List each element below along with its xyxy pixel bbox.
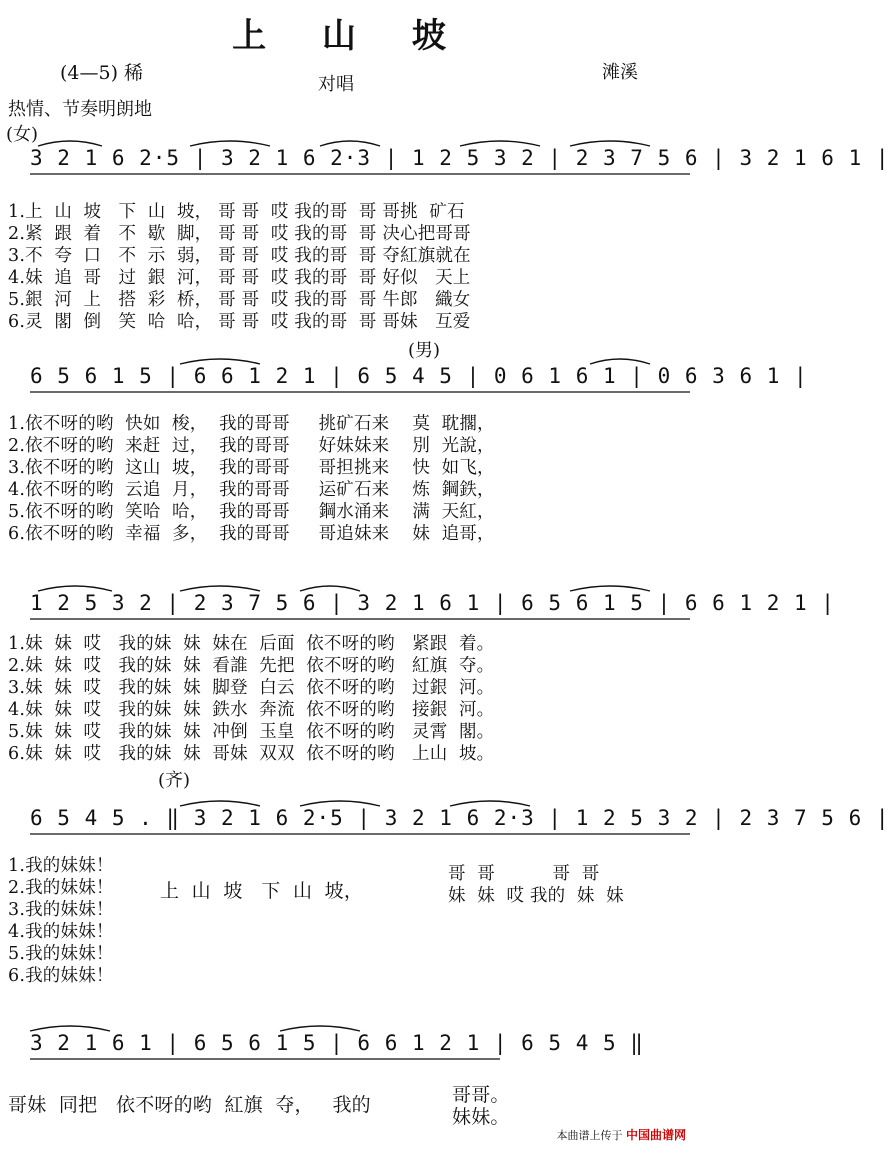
notation-line-1: 3 2 1 6 2·5 | 3 2 1 6 2·3 | 1 2 5 3 2 | 2 3 7 5 6 | 3 2 1 6 1 | (30, 146, 890, 170)
staff-system-2 (30, 358, 808, 398)
lyric-line: 3.我的妹妹！ (8, 900, 114, 920)
lyric-line: 4.我的妹妹！ (8, 922, 114, 942)
lyric-line: 1.我的妹妹！ (8, 856, 114, 876)
lyric-line: 6.依不呀的哟 幸福 多， 我的哥哥 哥追妹来 妹 追哥， (8, 524, 495, 544)
lyric-line: 4.妹 妹 哎 我的妹 妹 鉄水 奔流 依不呀的哟 接銀 河。 (8, 700, 495, 720)
lyric-line: 6.妹 妹 哎 我的妹 妹 哥妹 双双 依不呀的哟 上山 坡。 (8, 744, 495, 764)
notation-line-3: 1 2 5 3 2 | 2 3 7 5 6 | 3 2 1 6 1 | 6 5 6 1 5 | 6 6 1 2 1 | (30, 591, 835, 615)
lyric-line: 2.我的妹妹！ (8, 878, 114, 898)
lyric-ending-top: 哥哥。 (452, 1084, 510, 1106)
upload-text: 本曲谱上传于 (556, 1129, 623, 1142)
site-logo: 中国曲谱网 (625, 1128, 686, 1142)
staff-system-4 (30, 800, 890, 840)
lyric-line: 2.妹 妹 哎 我的妹 妹 看誰 先把 依不呀的哟 紅旗 夺。 (8, 656, 495, 676)
lyric-line: 5.依不呀的哟 笑哈 哈， 我的哥哥 鋼水涌来 满 天紅， (8, 502, 495, 522)
lyric-line: 哥妹 同把 依不呀的哟 紅旗 夺， 我的 (8, 1094, 371, 1116)
lyric-line: 1.上 山 坡 下 山 坡， 哥 哥 哎 我的哥 哥 哥挑 矿石 (8, 202, 465, 222)
lyric-line: 2.依不呀的哟 来赶 过， 我的哥哥 好妹妹来 別 光說， (8, 436, 495, 456)
lyric-line: 5.我的妹妹！ (8, 944, 114, 964)
key-signature: (4—5) 稀 (60, 62, 144, 84)
lyric-line: 4.妹 追 哥 过 銀 河， 哥 哥 哎 我的哥 哥 好似 天上 (8, 268, 471, 288)
lyric-main: 上 山 坡 下 山 坡， (160, 880, 364, 902)
notation-line-4: 6 5 4 5 . ‖ 3 2 1 6 2·5 | 3 2 1 6 2·3 | 1 2 5 3 2 | 2 3 7 5 6 | (30, 806, 890, 830)
notation-line-2: 6 5 6 1 5 | 6 6 1 2 1 | 6 5 4 5 | 0 6 1 6 1 | 0 6 3 6 1 | (30, 364, 808, 388)
staff-system-3 (30, 585, 835, 625)
notation-line-5: 3 2 1 6 1 | 6 5 6 1 5 | 6 6 1 2 1 | 6 5 4 5 ‖ (30, 1031, 644, 1055)
composer: 滩溪 (602, 62, 638, 83)
lyric-ending-bottom: 妹妹。 (452, 1106, 510, 1128)
male-part-label: (男) (408, 340, 441, 361)
lyric-line: 1.妹 妹 哎 我的妹 妹 妹在 后面 依不呀的哟 紧跟 着。 (8, 634, 495, 654)
lyric-line: 6.我的妹妹！ (8, 966, 114, 986)
lyric-line: 3.依不呀的哟 这山 坡， 我的哥哥 哥担挑来 快 如飞， (8, 458, 495, 478)
lyric-split-bottom: 妹 妹 哎 我的 妹 妹 (448, 886, 624, 906)
lyric-line: 2.紧 跟 着 不 歇 脚， 哥 哥 哎 我的哥 哥 决心把哥哥 (8, 224, 471, 244)
lyric-line: 1.依不呀的哟 快如 梭， 我的哥哥 挑矿石来 莫 耽擱， (8, 414, 495, 434)
together-part-label: (齐) (158, 770, 191, 791)
staff-system-1 (30, 140, 890, 180)
tempo-marking: 热情、节奏明朗地 (8, 99, 152, 120)
lyric-line: 5.銀 河 上 搭 彩 桥， 哥 哥 哎 我的哥 哥 牛郎 織女 (8, 290, 471, 310)
lyric-line: 4.依不呀的哟 云追 月， 我的哥哥 运矿石来 炼 鋼鉄， (8, 480, 495, 500)
song-title: 上 山 坡 (232, 16, 468, 56)
female-part-label: (女) (6, 124, 39, 145)
lyric-line: 5.妹 妹 哎 我的妹 妹 冲倒 玉皇 依不呀的哟 灵霄 閣。 (8, 722, 495, 742)
subtitle: 对唱 (318, 74, 354, 95)
staff-system-5 (30, 1025, 690, 1065)
lyric-line: 3.妹 妹 哎 我的妹 妹 脚登 白云 依不呀的哟 过銀 河。 (8, 678, 495, 698)
watermark (556, 1126, 686, 1143)
lyric-line: 3.不 夸 口 不 示 弱， 哥 哥 哎 我的哥 哥 夺紅旗就在 (8, 246, 471, 266)
lyric-split-top: 哥 哥 哥 哥 (448, 864, 600, 884)
lyric-line: 6.灵 閣 倒 笑 哈 哈， 哥 哥 哎 我的哥 哥 哥妹 互爱 (8, 312, 471, 332)
